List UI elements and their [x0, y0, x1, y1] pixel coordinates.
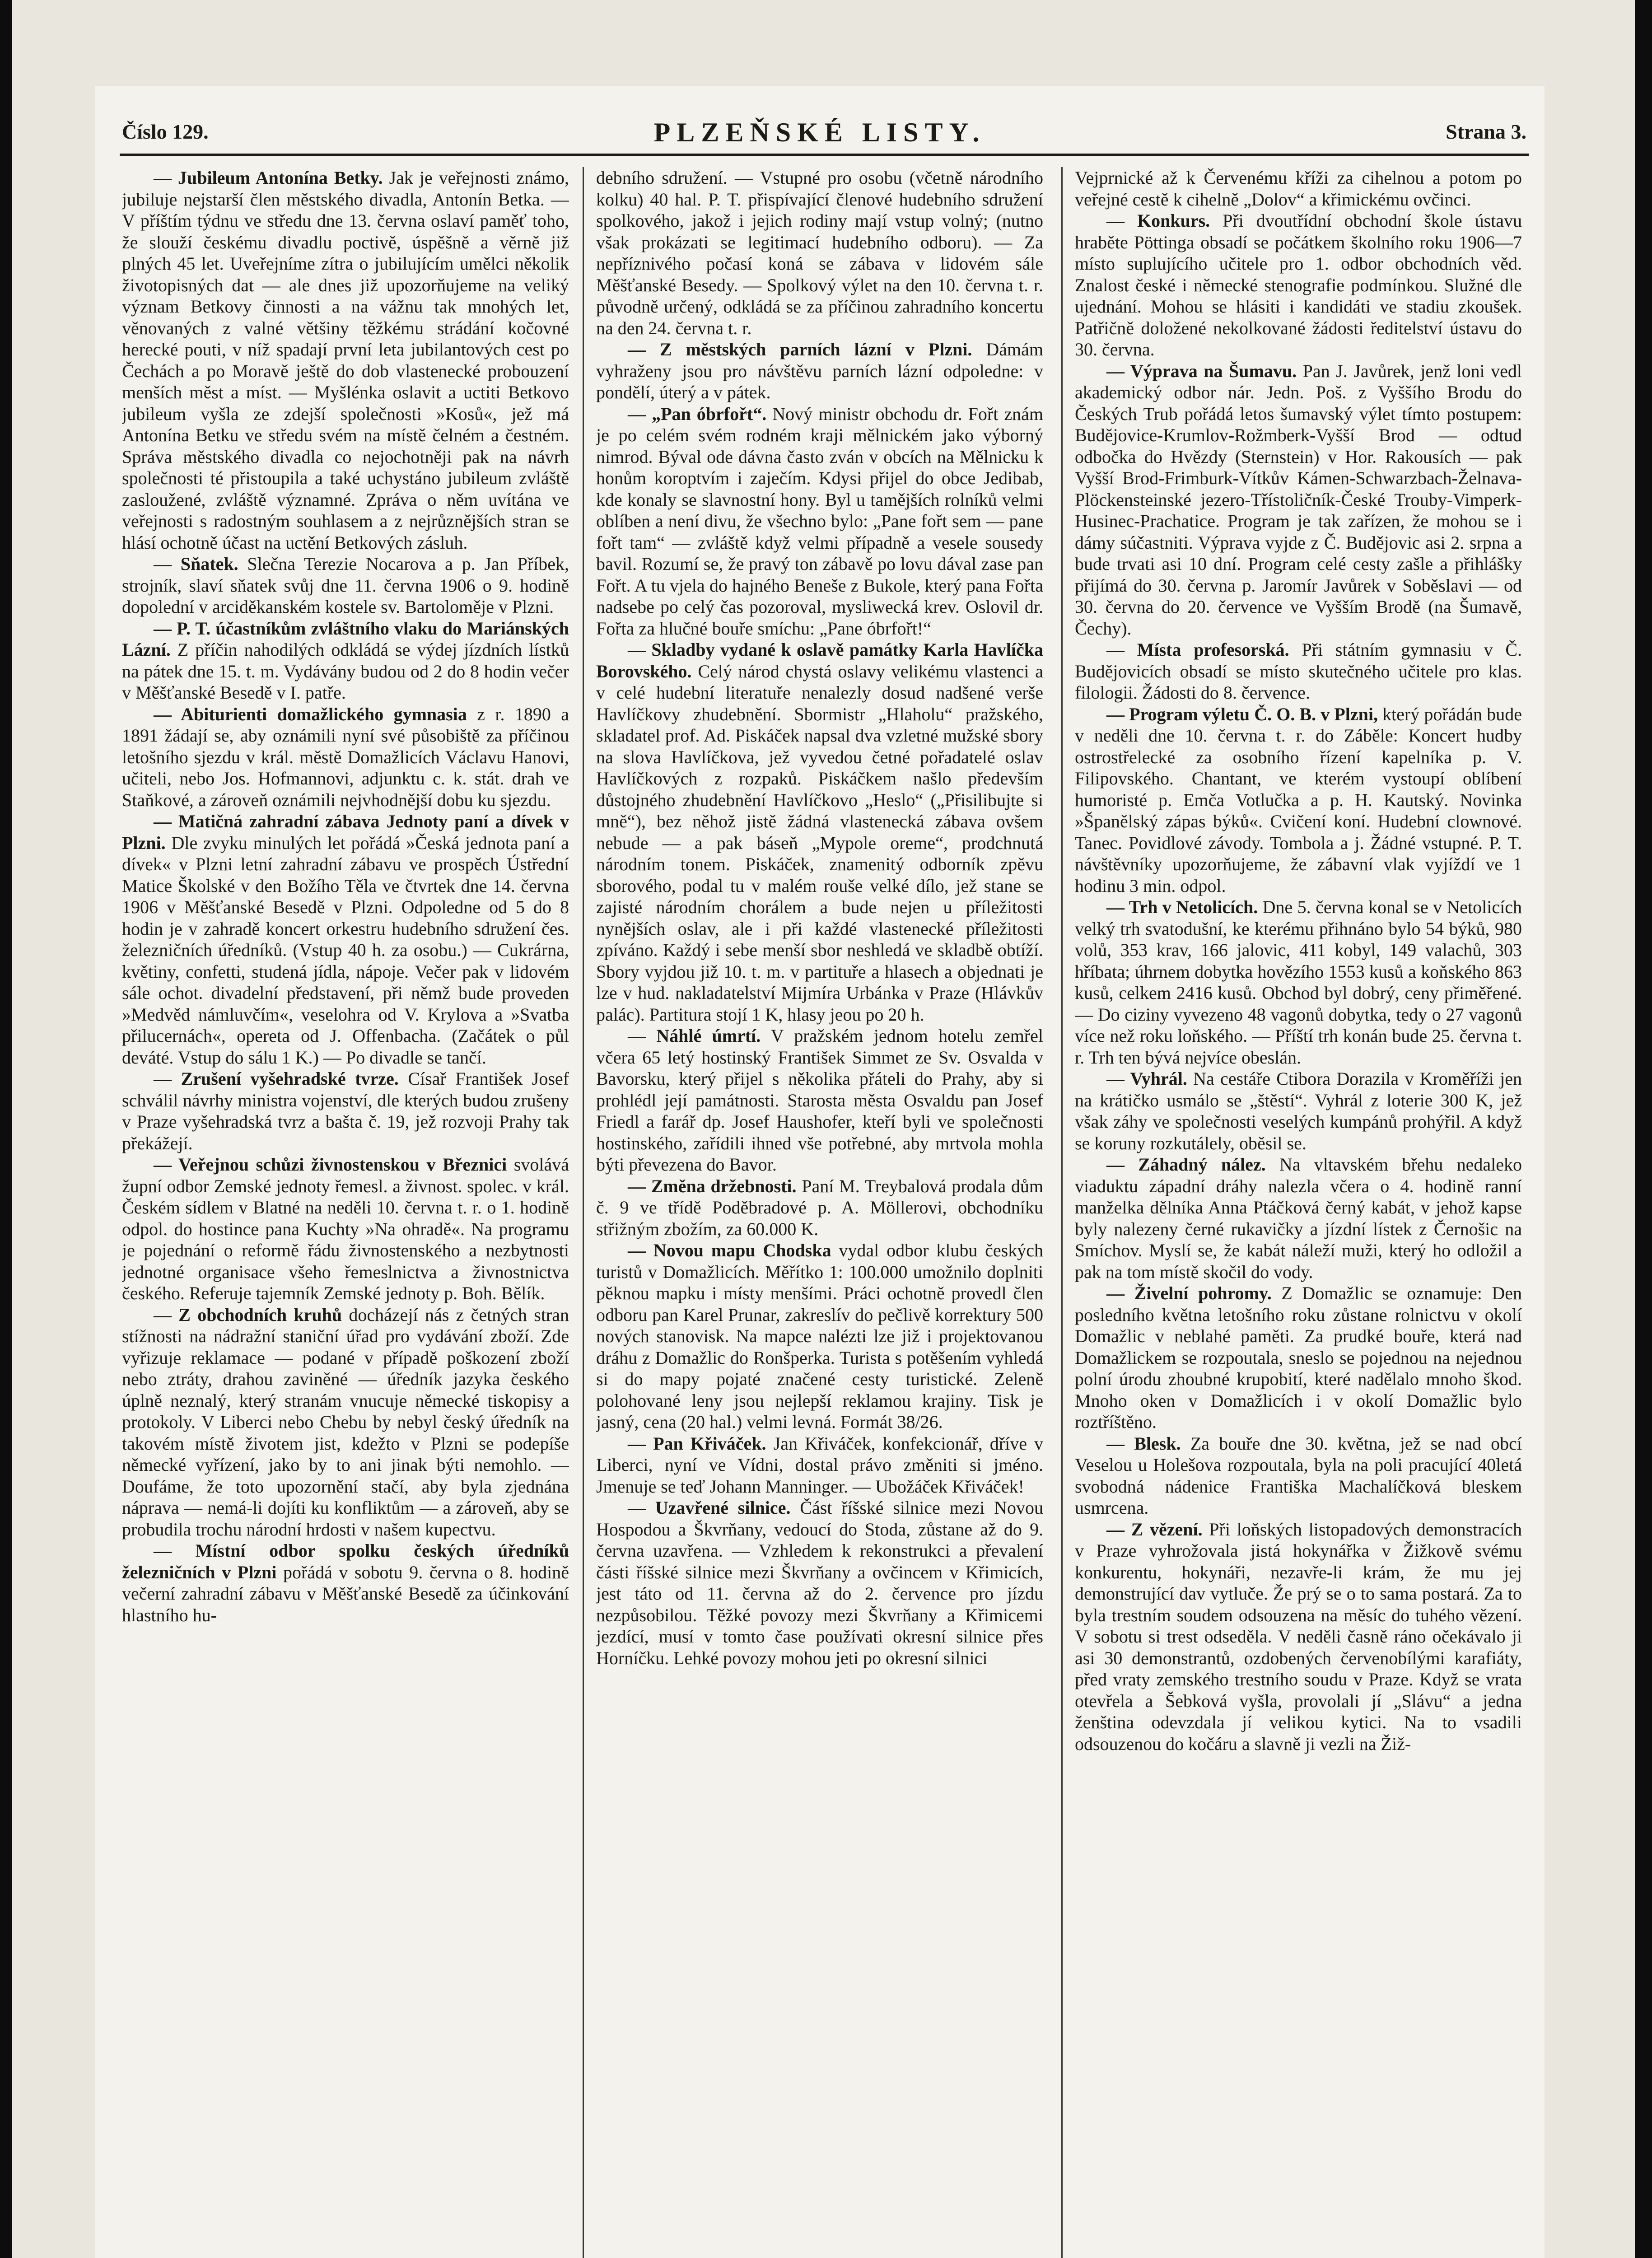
article-headline: — Změna držebnosti. — [628, 1176, 797, 1196]
article-text: V pražském jednom hotelu zemřel včera 65 letý hostinský František Simmet ze Sv. Osvalda v Bavorsku, který přijel s několika přáteli do Prahy, aby si prohlédl její památnosti. Starosta města Osvaldu pan Josef Friedl a farář dp. Josef Haushofer, kteří byli ve společnosti hostinského, zařídili ihned vše potřebné, aby mrtvola mohla býti převezena do Bavor. — [596, 1026, 1043, 1175]
article-continuation — [1075, 167, 1522, 210]
article-text: z r. 1890 a 1891 žádají se, aby oznámili nyní své působiště za příčinou letošního sjezdu v král. městě Domažlicích Václavu Hanovi, učiteli, nebo Jos. Hofmannovi, adjunktu c. k. stát. drah ve Staňkové, a zároveň oznámili nejvhodnější dobu ku sjezdu. — [122, 704, 569, 810]
newspaper-title: PLZEŇSKÉ LISTY. — [653, 117, 986, 147]
article — [122, 618, 569, 704]
issue-number: Číslo 129. — [122, 120, 209, 143]
column-divider — [1061, 167, 1063, 2258]
article — [122, 1540, 569, 1626]
article-text: Dne 5. června konal se v Netolicích velký trh svatodušní, ke kterému přihnáno bylo 54 býků, 980 volů, 353 krav, 166 jalovic, 411 kobyl, 149 valachů, 303 hříbata; úhrnem dobytka hovězího 1553 kusů a koňského 863 kusů, celkem 2416 kusů. Obchod byl dobrý, ceny přiměřené. — Do ciziny vyvezeno 48 vagonů dobytka, tedy o 27 vagonů více než roku loňského. — Příští trh konán bude 25. června t. r. Trh ten bývá nejvíce obeslán. — [1075, 897, 1522, 1068]
article-headline: — Matičná zahradní zábava Jednoty paní a dívek v Plzni. — [122, 811, 569, 853]
article — [1075, 360, 1522, 639]
article-text: Vejprnické až k Červenému kříži za cihelnou a potom po veřejné cestě k cihelně „Dolov“ a křimickému ovčinci. — [1075, 168, 1522, 210]
article-text: Nový ministr obchodu dr. Fořt znám je po celém svém rodném kraji mělnickém jako výborný nimrod. Býval ode dávna často zván v obcích na Mělnicku k honům koroptvím i zaječím. Kdysi přijel do obce Jedibab, kde konaly se slavnostní hony. Byl u tamějších rolníků velmi oblíben a není divu, že všechno bylo: „Pane fořt sem — pane fořt tam“ — zvláště když velmi případně a vesele sousedy bavil. Rozumí se, že pravý ton zábavě po lovu dával zase pan Fořt. A tu vjela do hajného Beneše z Bukole, který pana Fořta nadsebe po celý čas pozoroval, mysliwecká krev. Oslovil dr. Fořta za hlučné bouře smíchu: „Pane óbrfořt!“ — [596, 403, 1043, 639]
article-headline: — Trh v Netolicích. — [1106, 897, 1258, 917]
scan-border-right — [1635, 0, 1652, 2258]
article-headline: — Sňatek. — [154, 554, 238, 574]
article-text: pořádá v sobotu 9. června o 8. hodině večerní zahradní zábavu v Měšťanské Besedě za účinkování hlastního hu- — [122, 1562, 569, 1625]
article-headline: — Živelní pohromy. — [1106, 1283, 1272, 1303]
newspaper-page — [95, 86, 1545, 2258]
article — [596, 1176, 1043, 1240]
article — [596, 339, 1043, 403]
article-text: Při dvoutřídní obchodní škole ústavu hraběte Pöttinga obsadí se počátkem školního roku 1906—7 místo suplujícího učitele pro 1. odbor obchodních věd. Znalost české i německé stenografie podmínkou. Služné dle ujednání. Mohou se hlásiti i kandidáti ve stadiu zkoušek. Patřičně doložené nekolkované žádosti ředitelství ústavu do 30. června. — [1075, 210, 1522, 359]
article — [1075, 210, 1522, 360]
article-headline: — Záhadný nález. — [1106, 1154, 1266, 1175]
article-headline: — P. T. účastníkům zvláštního vlaku do Mariánských Lázní. — [122, 618, 569, 660]
article-text: Slečna Terezie Nocarova a p. Jan Příbek, strojník, slaví sňatek svůj dne 11. června 1906 o 9. hodině dopolední v arciděkanském kostele sv. Bartoloměje v Plzni. — [122, 554, 569, 617]
article-text: Z Domažlic se oznamuje: Den posledního května letošního roku zůstane rolnictvu v okolí Domažlic v neblahé paměti. Za prudké bouře, která nad Domažlickem se rozpoutala, sneslo se pojednou na nejednou polní úrodu zhoubné krupobití, které nadělalo mnoho škod. Mnoho oken v Domažlicích i v okolí Domažlic bylo roztříštěno. — [1075, 1283, 1522, 1432]
article-headline: — Místa profesorská. — [1106, 639, 1289, 660]
article-text: Pan J. Javůrek, jenž loni vedl akademický odbor nár. Jedn. Poš. z Vyššího Brodu do Českých Trub pořádá letos šumavský výlet tímto postupem: Budějovice-Krumlov-Rožmberk-Vyšší Brod — odtud odbočka do Hvězdy (Sternstein) v Hor. Rakousích — pak Vyšší Brod-Frimburk-Vítkův Kámen-Schwarzbach-Želnava-Plöckensteinské jezero-Třístoličník-České Trouby-Vimperk-Husinec-Prachatice. Program je tak zařízen, že mohou se i dámy súčastniti. Výprava vyjde z Č. Budějovic asi 2. srpna a bude trvati asi 10 dní. Program celé cesty zašle a přihlášky přijímá do 30. června p. Jaromír Javůrek v Soběslavi — od 30. června do 20. července ve Vyšším Brodě (na Šumavě, Čechy). — [1075, 360, 1522, 639]
article — [1075, 1154, 1522, 1283]
article-text: Paní M. Treybalová prodala dům č. 9 ve třídě Poděbradové p. A. Möllerovi, obchodníku střižným zbožím, za 60.000 K. — [596, 1176, 1043, 1239]
article — [122, 811, 569, 1068]
column-1 — [122, 167, 569, 2258]
article-headline: — Náhlé úmrtí. — [628, 1026, 761, 1046]
article-headline: — Z obchodních kruhů — [154, 1304, 342, 1325]
article — [1075, 1433, 1522, 1519]
article-headline: — Zrušení vyšehradské tvrze. — [154, 1068, 399, 1089]
article-text: Dle zvyku minulých let pořádá »Česká jednota paní a dívek« v Plzni letní zahradní zábavu ve prospěch Ústřední Matice Školské v den Božího Těla ve čtvrtek dne 14. června 1906 v Měšťanské Besedě v Plzni. Odpoledne od 5 do 8 hodin je v zahradě koncert orkestru hudebního sdružení čes. železničních úředníků. (Vstup 40 h. za osobu.) — Cukrárna, květiny, confetti, studená jídla, nápoje. Večer pak v lidovém sále ochot. divadelní představení, při němž bude proveden »Medvěd námluvčím«, veselohra od V. Krylova a »Svatba přilucernách«, opereta od J. Offenbacha. (Začátek o půl deváté. Vstup do sálu 1 K.) — Po divadle se tančí. — [122, 832, 569, 1068]
article — [596, 1025, 1043, 1176]
article — [122, 704, 569, 811]
article-headline: — Pan Křiváček. — [628, 1433, 766, 1454]
article-text: Na cestáře Ctibora Dorazila v Kroměříži jen na krátičko usmálo se „štěstí“. Vyhrál z loterie 300 K, jež však záhy ve společnosti veselých kumpánů prohýřil. A když se koruny rozkutálely, oběsil se. — [1075, 1068, 1522, 1153]
scan-border-left — [0, 0, 12, 2258]
article — [1075, 1519, 1522, 1755]
column-2 — [596, 167, 1043, 2258]
article — [122, 167, 569, 553]
article-text: debního sdružení. — Vstupné pro osobu (včetně národního kolku) 40 hal. P. T. přispívající členové hudebního sdružení spolkového, jakož i jejich rodiny mají vstup volný; (nutno však prokázati se legitimací hudebního odboru). — Za nepříznivého počasí koná se zábava v lidovém sále Měšťanské Besedy. — Spolkový výlet na den 10. června t. r. původně určený, odkládá se za příčinou zahradního koncertu na den 24. června t. r. — [596, 168, 1043, 338]
article — [122, 1068, 569, 1154]
article-headline: — Novou mapu Chodska — [628, 1240, 831, 1260]
article — [122, 1154, 569, 1304]
article-text: svolává župní odbor Zemské jednoty řemesl. a živnost. spolec. v král. Českém sídlem v Blatné na neděli 10. června t. r. o 1. hodině odpol. do hostince pana Kuchty »Na ohradě«. Na programu je pojednání o reformě řádu živnostenského a nezbytnosti jednotné organisace všeho řemeslnictva a živnostnictva českého. Referuje tajemník Zemské jednoty p. Boh. Bělík. — [122, 1154, 569, 1303]
article-text: vydal odbor klubu českých turistů v Domažlicích. Měřítko 1: 100.000 umožnilo doplniti pěknou mapku i místy menšími. Práci ochotně provedl člen odboru pan Karel Prunar, zakreslív do pečlivě korrektury 500 nových stanovisk. Na mapce nalézti lze již i projektovanou dráhu z Domažlic do Ronšperka. Turista s potěšením vyhledá si do mapy pojaté značené cesty turistické. Zeleně polohované leny jsou nejlepší reklamou krajiny. Tisk je jasný, cena (20 hal.) velmi levná. Formát 38/26. — [596, 1240, 1043, 1432]
page-number: Strana 3. — [1446, 120, 1526, 143]
article — [1075, 896, 1522, 1068]
article-text: Část říšské silnice mezi Novou Hospodou a Škvrňany, vedoucí do Stoda, zůstane až do 9. června uzavřena. — Vzhledem k rekonstrukci a převalení části říšské silnice mezi Škvrňany a ovčincem v Křimicích, jest táto od 11. června až do 2. července pro jízdu nezpůsobilou. Těžké povozy mezi Škvrňany a Křimicemi jezdící, musí v tomto čase používati okresní silnice přes Horníčku. Lehké povozy mohou jeti po okresní silnici — [596, 1498, 1043, 1668]
article-text: docházejí nás z četných stran stížnosti na nádražní staniční úřad pro vydávání zboží. Zde vyřizuje reklamace — podané v případě poškození zboží nebo ztráty, drahou zaviněné — úředník jazyka českého úplně neznalý, který stranám vnucuje německé tiskopisy a protokoly. V Liberci nebo Chebu by nebyl český úředník na takovém místě životem jist, kdežto v Plzni se podepíše německé vyřízení, jako by to ani jinak býti nemohlo. — Doufáme, že toto upozornění stačí, aby byla zjednána náprava — nemá-li dojíti ku konfliktům — a zároveň, aby se probudila trochu národní hrdosti v našem kupectvu. — [122, 1304, 569, 1540]
article — [596, 1240, 1043, 1433]
article-headline: — Uzavřené silnice. — [628, 1498, 791, 1518]
article-text: Na vltavském břehu nedaleko viaduktu západní dráhy nalezla včera o 4. hodině ranní manželka dělníka Anna Ptáčková černý kabát, v jehož kapse byly nalezeny černé rukavičky a jízdní lístek z Černošic na Smíchov. Myslí se, že kabát náleží muži, který ho odložil a pak na tom místě skočil do vody. — [1075, 1154, 1522, 1282]
article — [596, 1497, 1043, 1669]
article — [1075, 639, 1522, 704]
header-rule — [120, 154, 1529, 156]
article-headline: — Skladby vydané k oslavě památky Karla Havlíčka Borovského. — [596, 639, 1043, 681]
article-text: Jan Křiváček, konfekcionář, dříve v Liberci, nyní ve Vídni, dostal právo změniti si jméno. Jmenuje se teď Johann Manninger. — Ubožáček Křiváček! — [596, 1433, 1043, 1497]
article-text: Dámám vyhraženy jsou pro návštěvu parních lázní odpoledne: v pondělí, úterý a v pátek. — [596, 339, 1043, 402]
article-headline: — Místní odbor spolku českých úředníků železničních v Plzni — [122, 1540, 569, 1582]
article-headline: — Blesk. — [1106, 1433, 1181, 1454]
column-divider — [583, 167, 584, 2258]
article-text: Císař František Josef schválil návrhy ministra vojenství, dle kterých budou zrušeny v Praze vyšehradská tvrz a bašta č. 19, jež rozvoji Prahy tak překážejí. — [122, 1068, 569, 1153]
article-headline: — Veřejnou schůzi živnostenskou v Březnici — [154, 1154, 507, 1175]
article — [596, 1433, 1043, 1498]
article — [1075, 1283, 1522, 1433]
article-text: Při státním gymnasiu v Č. Budějovicích obsadí se místo skutečného učitele pro klas. filologii. Žádosti do 8. července. — [1075, 639, 1522, 703]
article-headline: — Konkurs. — [1106, 210, 1210, 231]
article-headline: — Program výletu Č. O. B. v Plzni, — [1106, 704, 1378, 724]
article-headline: — Jubileum Antonína Betky. — [154, 168, 383, 188]
article-headline: — Z vězení. — [1106, 1519, 1203, 1540]
article-headline: — Vyhrál. — [1106, 1068, 1187, 1089]
article-headline: — Abiturienti domažlického gymnasia — [154, 704, 467, 724]
article — [1075, 704, 1522, 897]
article-text: Z příčin nahodilých odkládá se výdej jízdních lístků na pátek dne 15. t. m. Vydávány budou od 2 do 8 hodin večer v Měšťanské Besedě v I. patře. — [122, 639, 569, 703]
article-continuation — [596, 167, 1043, 339]
column-3 — [1075, 167, 1522, 2258]
article — [122, 1304, 569, 1540]
article-headline: — Z městských parních lázní v Plzni. — [628, 339, 972, 359]
article-headline: — „Pan óbrfořt“. — [628, 403, 767, 424]
article-text: Jak je veřejnosti známo, jubiluje nejstarší člen městského divadla, Antonín Betka. — V příštím týdnu ve středu dne 13. června oslaví paměť toho, že slouží českému divadlu poctivě, úspěšně a věrně již plných 45 let. Uveřejníme zítra o jubilujícím umělci několik životopisných dat — ale dnes již upozorňujeme na veliký význam Betkovy činnosti a na vážnu tak mnohých let, věnovaných z valné většiny těžkému strádání kočovné herecké pouti, v níž spadají první leta jubilantových cest po Čechách a po Moravě ještě do dob vlastenecké probouzení menších měst a míst. — Myšlénka oslavit a uctiti Betkovo jubileum vyšla ze zdejší společnosti »Kosů«, jež má Antonína Betku ve středu svém na místě čelném a čestném. Správa městského divadla co nejochotněji pak na návrh společnosti té přistoupila a také uchystáno jubileum zvláště zasloužené, zvláště významné. Zpráva o něm uvítána ve veřejnosti s radostným souhlasem a z nejrůznějších stran se hlásí ochotně účast na uctění Betkových zásluh. — [122, 168, 569, 553]
article-text: Při loňských listopadových demonstracích v Praze vyhrožovala jistá hokynářka v Žižkově svému konkurentu, hokynáři, nezavře-li krám, že mu jej demonstrující dav vytluče. Že prý se o to sama postará. Za to byla trestním soudem odsouzena na měsíc do tuhého vězení. V sobotu si trest odseděla. V neděli časně ráno očekávalo ji asi 30 demonstrantů, ozdobených červenobílými karafiáty, před vraty zemského trestního soudu v Praze. Když se vrata otevřela a Šebková vyšla, provolali jí „Slávu“ a jedna ženština odevzdala jí velikou kytici. Na to vsadili odsouzenou do kočáru a slavně ji vezli na Žiž- — [1075, 1519, 1522, 1754]
masthead — [95, 117, 1545, 156]
article — [1075, 1068, 1522, 1154]
article-text: Celý národ chystá oslavy velikému vlastenci a v celé hudební literatuře nenalezly dosud nadšené verše Havlíčkovy zhudebnění. Sbormistr „Hlaholu“ pražského, skladatel prof. Ad. Piskáček napsal dva vzletné mužské sbory na slova Havlíčkova, jež vyvedou četné pořadatelé oslav Havlíčkových z rozpaků. Piskáčkem našlo především důstojného zhudebnění Havlíčkovo „Heslo“ („Přisilibujte si mně“), bez něhož jistě žádná vlastenecká zábava ovšem nebude — a pak báseň „Mypole oreme“, prodchnutá národním tonem. Piskáček, znamenitý odborník zpěvu sborového, podal tu v malém rouše velké dílo, jež stane se zajisté národním chorálem a bude nejen u příležitosti nynějších oslav, ale i při každé vlastenecké příležitosti zpíváno. Každý i sebe menší sbor neshledá ve skladbě obtíží. Sbory vyjdou již 10. t. m. v partituře a hlasech a objednati je lze v hud. nakladatelství Mijmíra Urbánka v Praze (Hlávkův palác). Partitura stojí 1 K, hlasy jeou po 20 h. — [596, 661, 1043, 1025]
article-headline: — Výprava na Šumavu. — [1106, 360, 1297, 381]
article — [596, 639, 1043, 1025]
article — [122, 553, 569, 618]
article-text: Za bouře dne 30. května, jež se nad obcí Veselou u Holešova rozpoutala, byla na poli pracující 40letá svobodná nádenice Františka Machalíčková bleskem usmrcena. — [1075, 1433, 1522, 1518]
article — [596, 403, 1043, 639]
article-text: který pořádán bude v neděli dne 10. června t. r. do Záběle: Koncert hudby ostrostřelecké za osobního řízení kapelníka p. V. Filipovského. Chantant, ve kterém vystoupí oblíbení humoristé p. Emča Votlučka a p. H. Kautský. Novinka »Španělský zápas býků«. Cvičení koní. Hudební clownové. Tanec. Povidlové závody. Tombola a j. Žádné vstupné. P. T. návštěvníky upozorňujeme, že zábavní vlak vyjíždí ve 1 hodinu 3 min. odpol. — [1075, 704, 1522, 896]
